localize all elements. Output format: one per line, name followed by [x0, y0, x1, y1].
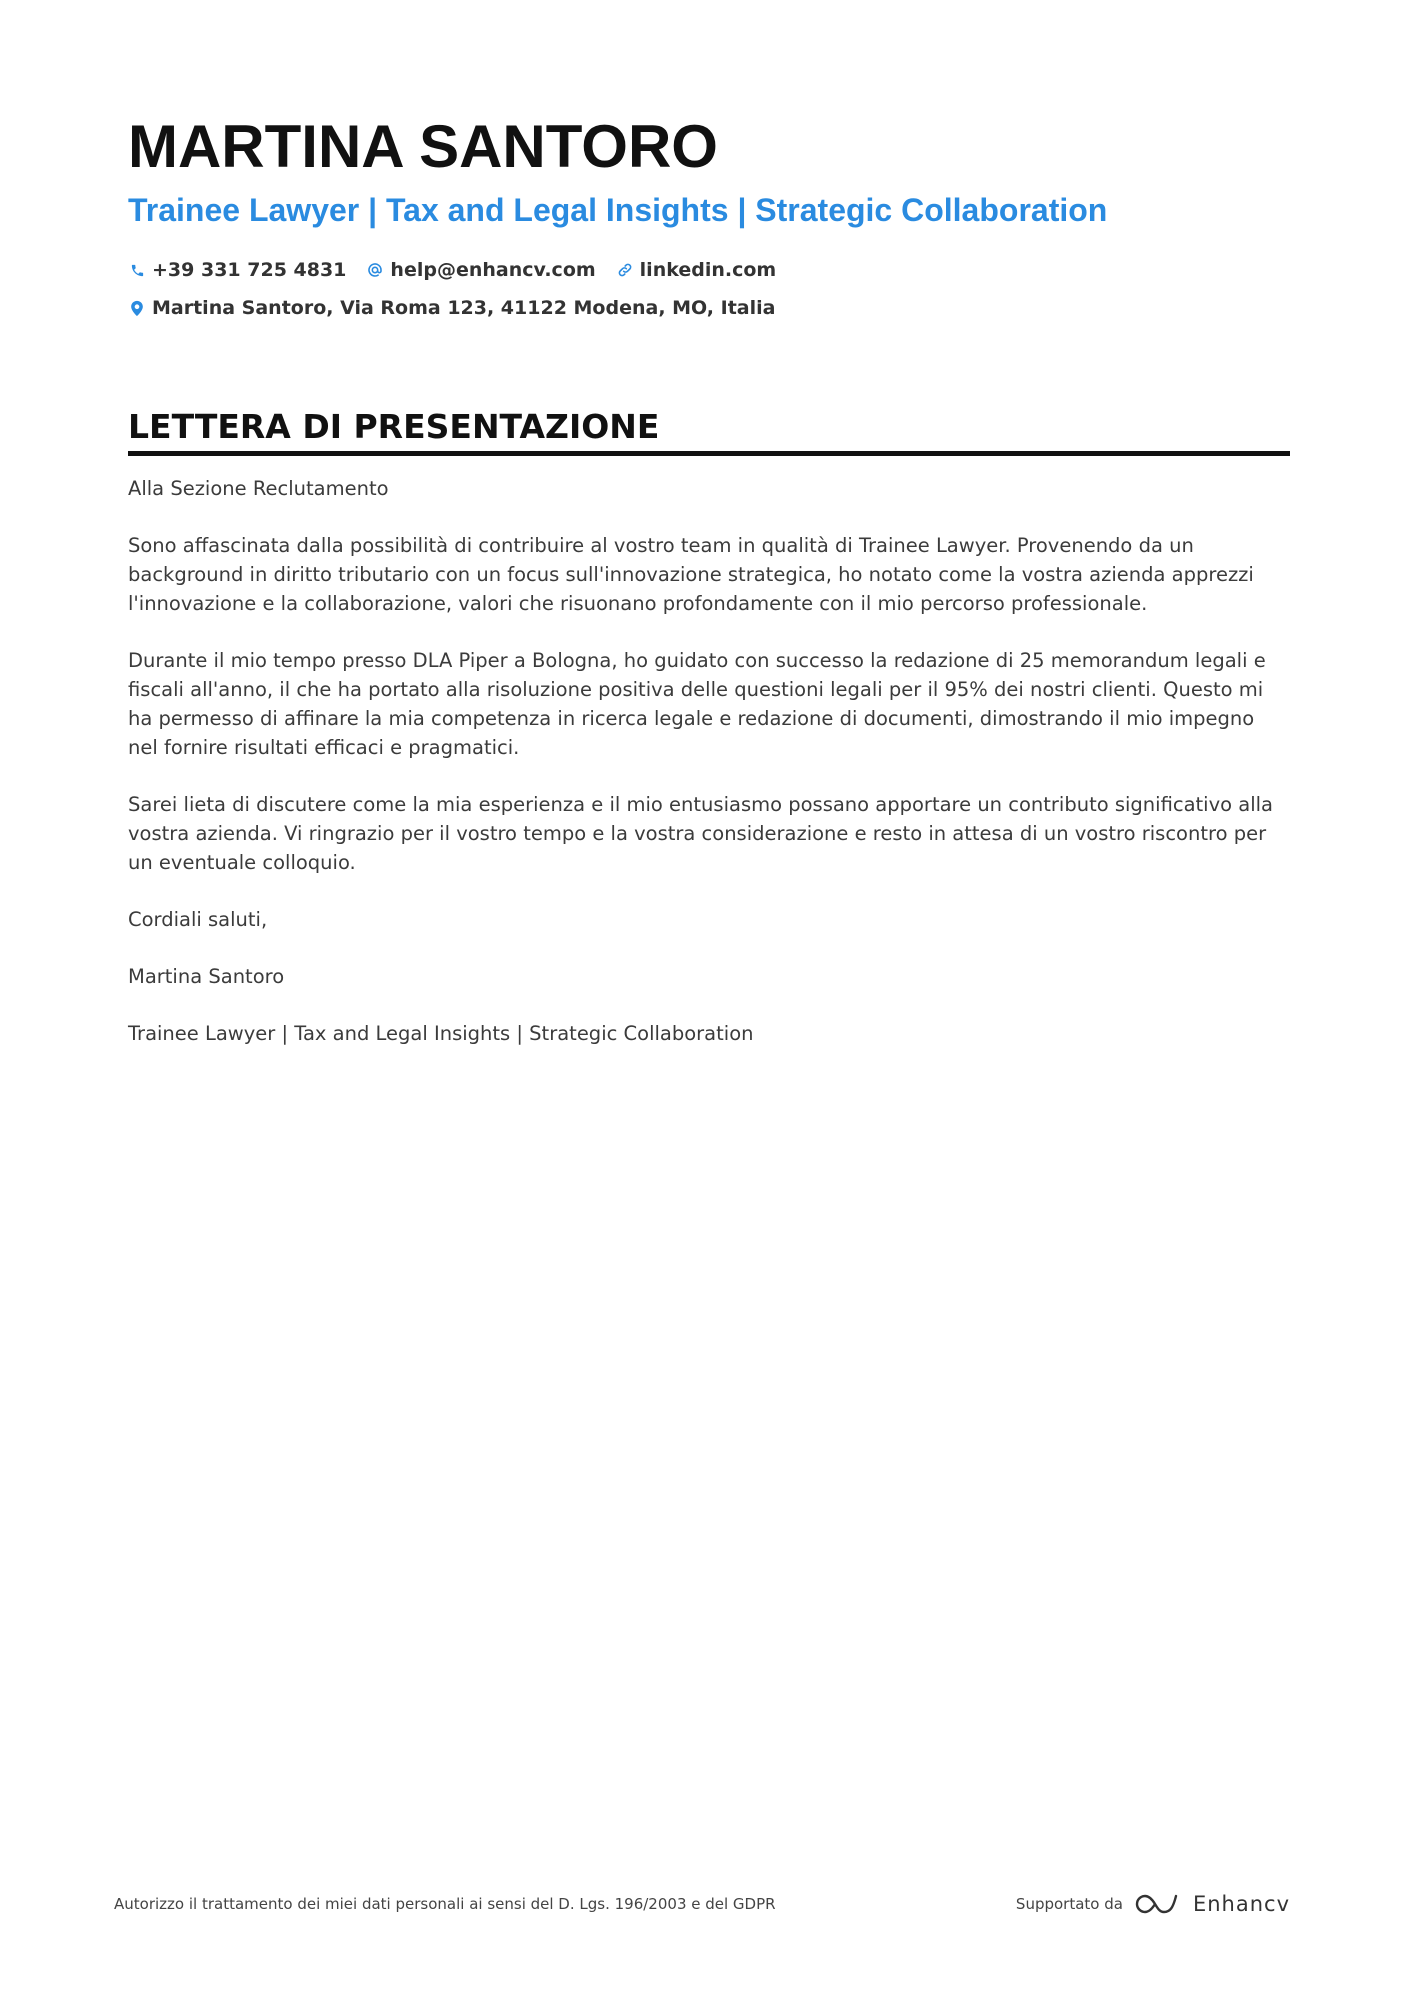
- contact-email[interactable]: [366, 259, 595, 281]
- at-icon: [366, 261, 384, 279]
- contact-address-text: Martina Santoro, Via Roma 123, 41122 Modena, MO, Italia: [152, 297, 776, 319]
- page-footer: [114, 1892, 1290, 1916]
- location-pin-icon: [128, 299, 146, 317]
- letter-signature-name: Martina Santoro: [128, 965, 285, 988]
- letter-signature-title: Trainee Lawyer | Tax and Legal Insights | Strategic Collaboration: [128, 1022, 754, 1045]
- section-title: LETTERA DI PRESENTAZIONE: [128, 405, 1290, 456]
- brand-name: Enhancv: [1192, 1892, 1290, 1916]
- candidate-name: MARTINA SANTORO: [128, 113, 718, 180]
- letter-paragraph: Durante il mio tempo presso DLA Piper a Bologna, ho guidato con successo la redazione di 25 memorandum legali e fiscali all'anno, il che ha portato alla risoluzione positiva delle questioni legali per il 95% dei nostri clienti. Questo mi ha permesso di affinare la mia competenza in ricerca legale e redazione di documenti, dimostrando il mio impegno nel fornire risultati efficaci e pragmatici.: [128, 649, 1266, 759]
- contact-phone[interactable]: [128, 259, 346, 281]
- contact-linkedin[interactable]: [616, 259, 777, 281]
- cover-letter-page: [128, 105, 1290, 1076]
- contact-row-address: [128, 289, 1290, 327]
- contact-row-primary: [128, 251, 1290, 289]
- contact-linkedin-text: linkedin.com: [639, 259, 777, 281]
- phone-icon: [128, 261, 146, 279]
- contact-phone-text: +39 331 725 4831: [152, 259, 347, 281]
- link-icon: [616, 261, 634, 279]
- candidate-headline: Trainee Lawyer | Tax and Legal Insights | Strategic Collaboration: [128, 192, 1108, 228]
- brand-logo: [1135, 1892, 1290, 1916]
- letter-salutation: Alla Sezione Reclutamento: [128, 477, 389, 500]
- consent-note: Autorizzo il trattamento dei miei dati personali ai sensi del D. Lgs. 196/2003 e del GDPR: [114, 1895, 776, 1913]
- infinity-logo-icon: [1135, 1892, 1181, 1916]
- letter-closing: Cordiali saluti,: [128, 908, 268, 931]
- contact-address: [128, 297, 775, 319]
- letter-body: [128, 474, 1290, 1048]
- letter-paragraph: Sono affascinata dalla possibilità di contribuire al vostro team in qualità di Trainee Lawyer. Provenendo da un background in diritto tributario con un focus sull'innovazione strategica, ho notato come la vostra azienda apprezzi l'innovazione e la collaborazione, valori che risuonano profondamente con il mio percorso professionale.: [128, 534, 1254, 615]
- powered-by-label: Supportato da: [1015, 1895, 1123, 1913]
- letter-paragraph: Sarei lieta di discutere come la mia esperienza e il mio entusiasmo possano apportare un contributo significativo alla vostra azienda. Vi ringrazio per il vostro tempo e la vostra considerazione e resto in attesa di un vostro riscontro per un eventuale colloquio.: [128, 793, 1273, 874]
- powered-by[interactable]: [1016, 1892, 1290, 1916]
- contact-email-text: help@enhancv.com: [390, 259, 596, 281]
